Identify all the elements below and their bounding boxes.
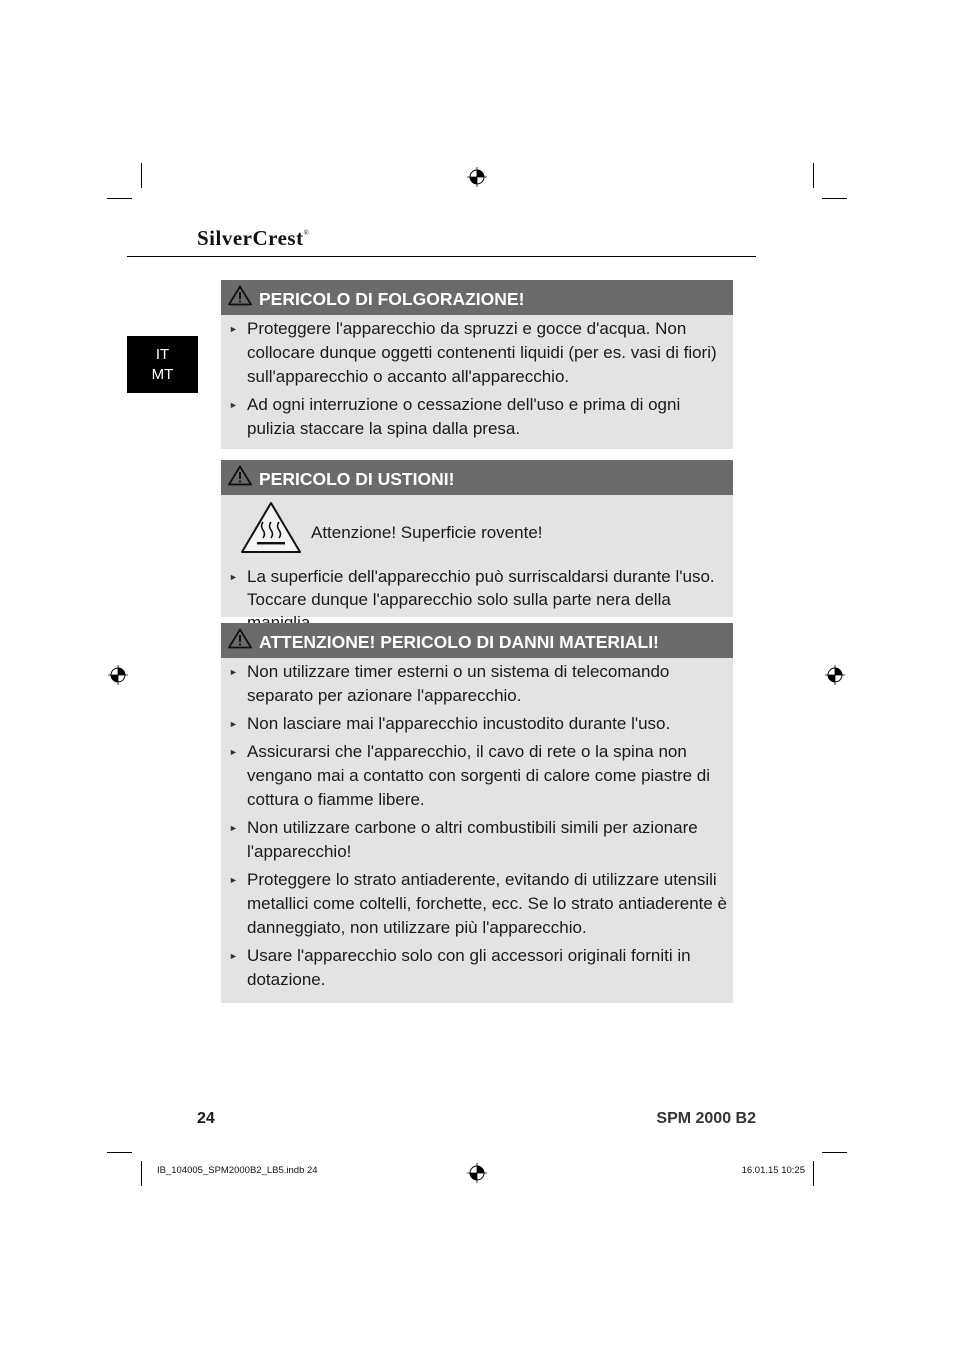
warning-triangle-icon <box>228 285 252 306</box>
bullet-arrow-icon: ► <box>229 667 238 677</box>
hot-surface-icon <box>239 500 303 556</box>
registration-mark-icon <box>108 665 128 685</box>
list-item-text: Usare l'apparecchio solo con gli accessori originali forniti in dotazione. <box>247 946 691 989</box>
registration-mark-icon <box>825 665 845 685</box>
print-slug-file: IB_104005_SPM2000B2_LB5.indb 24 <box>157 1165 318 1176</box>
list-item-text: Assicurarsi che l'apparecchio, il cavo di rete o la spina non vengano mai a contatto con sorgenti di calore come piastre di cottura o fiamme libere. <box>247 742 711 809</box>
section-title: PERICOLO DI FOLGORAZIONE! <box>259 289 525 309</box>
list-item <box>228 712 727 736</box>
crop-mark <box>822 1152 847 1153</box>
list-item <box>228 317 727 389</box>
list-item-text: Proteggere l'apparecchio da spruzzi e gocce d'acqua. Non collocare dunque oggetti contenenti liquidi (per es. vasi di fiori) sull'apparecchio o accanto all'apparecchio. <box>247 319 717 386</box>
language-tab-line-1: IT <box>155 346 170 363</box>
list-item-text: Ad ogni interruzione o cessazione dell'uso e prima di ogni pulizia staccare la spina dalla presa. <box>247 395 681 438</box>
logo-text: SilverCrest <box>197 226 304 250</box>
page-number: 24 <box>197 1110 215 1127</box>
list-item-text: Non utilizzare timer esterni o un sistema di telecomando separato per azionare l'apparecchio. <box>247 662 670 705</box>
hot-surface-notice <box>221 495 733 561</box>
list-item-text: La superficie dell'apparecchio può surriscaldarsi durante l'uso. Toccare dunque l'apparecchio solo sulla parte nera della <box>247 567 715 609</box>
registration-mark-icon <box>467 167 487 187</box>
warning-triangle-icon <box>228 628 252 649</box>
print-slug-date: 16.01.15 10:25 <box>741 1165 805 1176</box>
bullet-arrow-icon: ► <box>229 572 238 582</box>
bullet-arrow-icon: ► <box>229 951 238 961</box>
logo-registered-mark: ® <box>303 229 310 237</box>
bullet-arrow-icon: ► <box>229 324 238 334</box>
warning-section-burns <box>221 460 733 617</box>
list-item-text: Non lasciare mai l'apparecchio incustodito durante l'uso. <box>247 714 671 733</box>
language-tab-line-2: MT <box>151 366 174 383</box>
list-item-text: Non utilizzare carbone o altri combustibili simili per azionare l'apparecchio! <box>247 818 698 861</box>
crop-mark <box>107 1152 132 1153</box>
registration-mark-icon <box>467 1163 487 1183</box>
section-header <box>221 460 733 495</box>
list-item-text: Proteggere lo strato antiaderente, evitando di utilizzare utensili metallici come coltelli, forchette, ecc. Se lo strato antiaderente è danneggiato, non utilizzare più l'apparecchio. <box>247 870 728 937</box>
list-item <box>228 393 727 441</box>
crop-mark <box>141 163 142 188</box>
list-item <box>228 660 727 708</box>
language-tab <box>127 336 198 393</box>
section-header <box>221 280 733 315</box>
list-item <box>228 868 727 940</box>
crop-mark <box>822 198 847 199</box>
crop-mark <box>107 198 132 199</box>
crop-mark <box>813 1161 814 1186</box>
crop-mark <box>141 1161 142 1186</box>
hot-surface-label: Attenzione! Superficie rovente! <box>311 523 543 542</box>
bullet-arrow-icon: ► <box>229 400 238 410</box>
section-header <box>221 623 733 658</box>
bullet-arrow-icon: ► <box>229 823 238 833</box>
brand-logo <box>197 226 309 251</box>
bullet-arrow-icon: ► <box>229 875 238 885</box>
list-item <box>228 740 727 812</box>
bullet-arrow-icon: ► <box>229 747 238 757</box>
crop-mark <box>813 163 814 188</box>
bullet-arrow-icon: ► <box>229 719 238 729</box>
model-number: SPM 2000 B2 <box>656 1110 756 1127</box>
warning-section-electric-shock <box>221 280 733 449</box>
warning-triangle-icon <box>228 465 252 486</box>
list-item <box>228 944 727 992</box>
warning-section-material-damage <box>221 623 733 1003</box>
section-title: ATTENZIONE! PERICOLO DI DANNI MATERIALI! <box>259 632 659 652</box>
header-rule <box>127 256 756 257</box>
section-title: PERICOLO DI USTIONI! <box>259 469 455 489</box>
list-item <box>228 816 727 864</box>
